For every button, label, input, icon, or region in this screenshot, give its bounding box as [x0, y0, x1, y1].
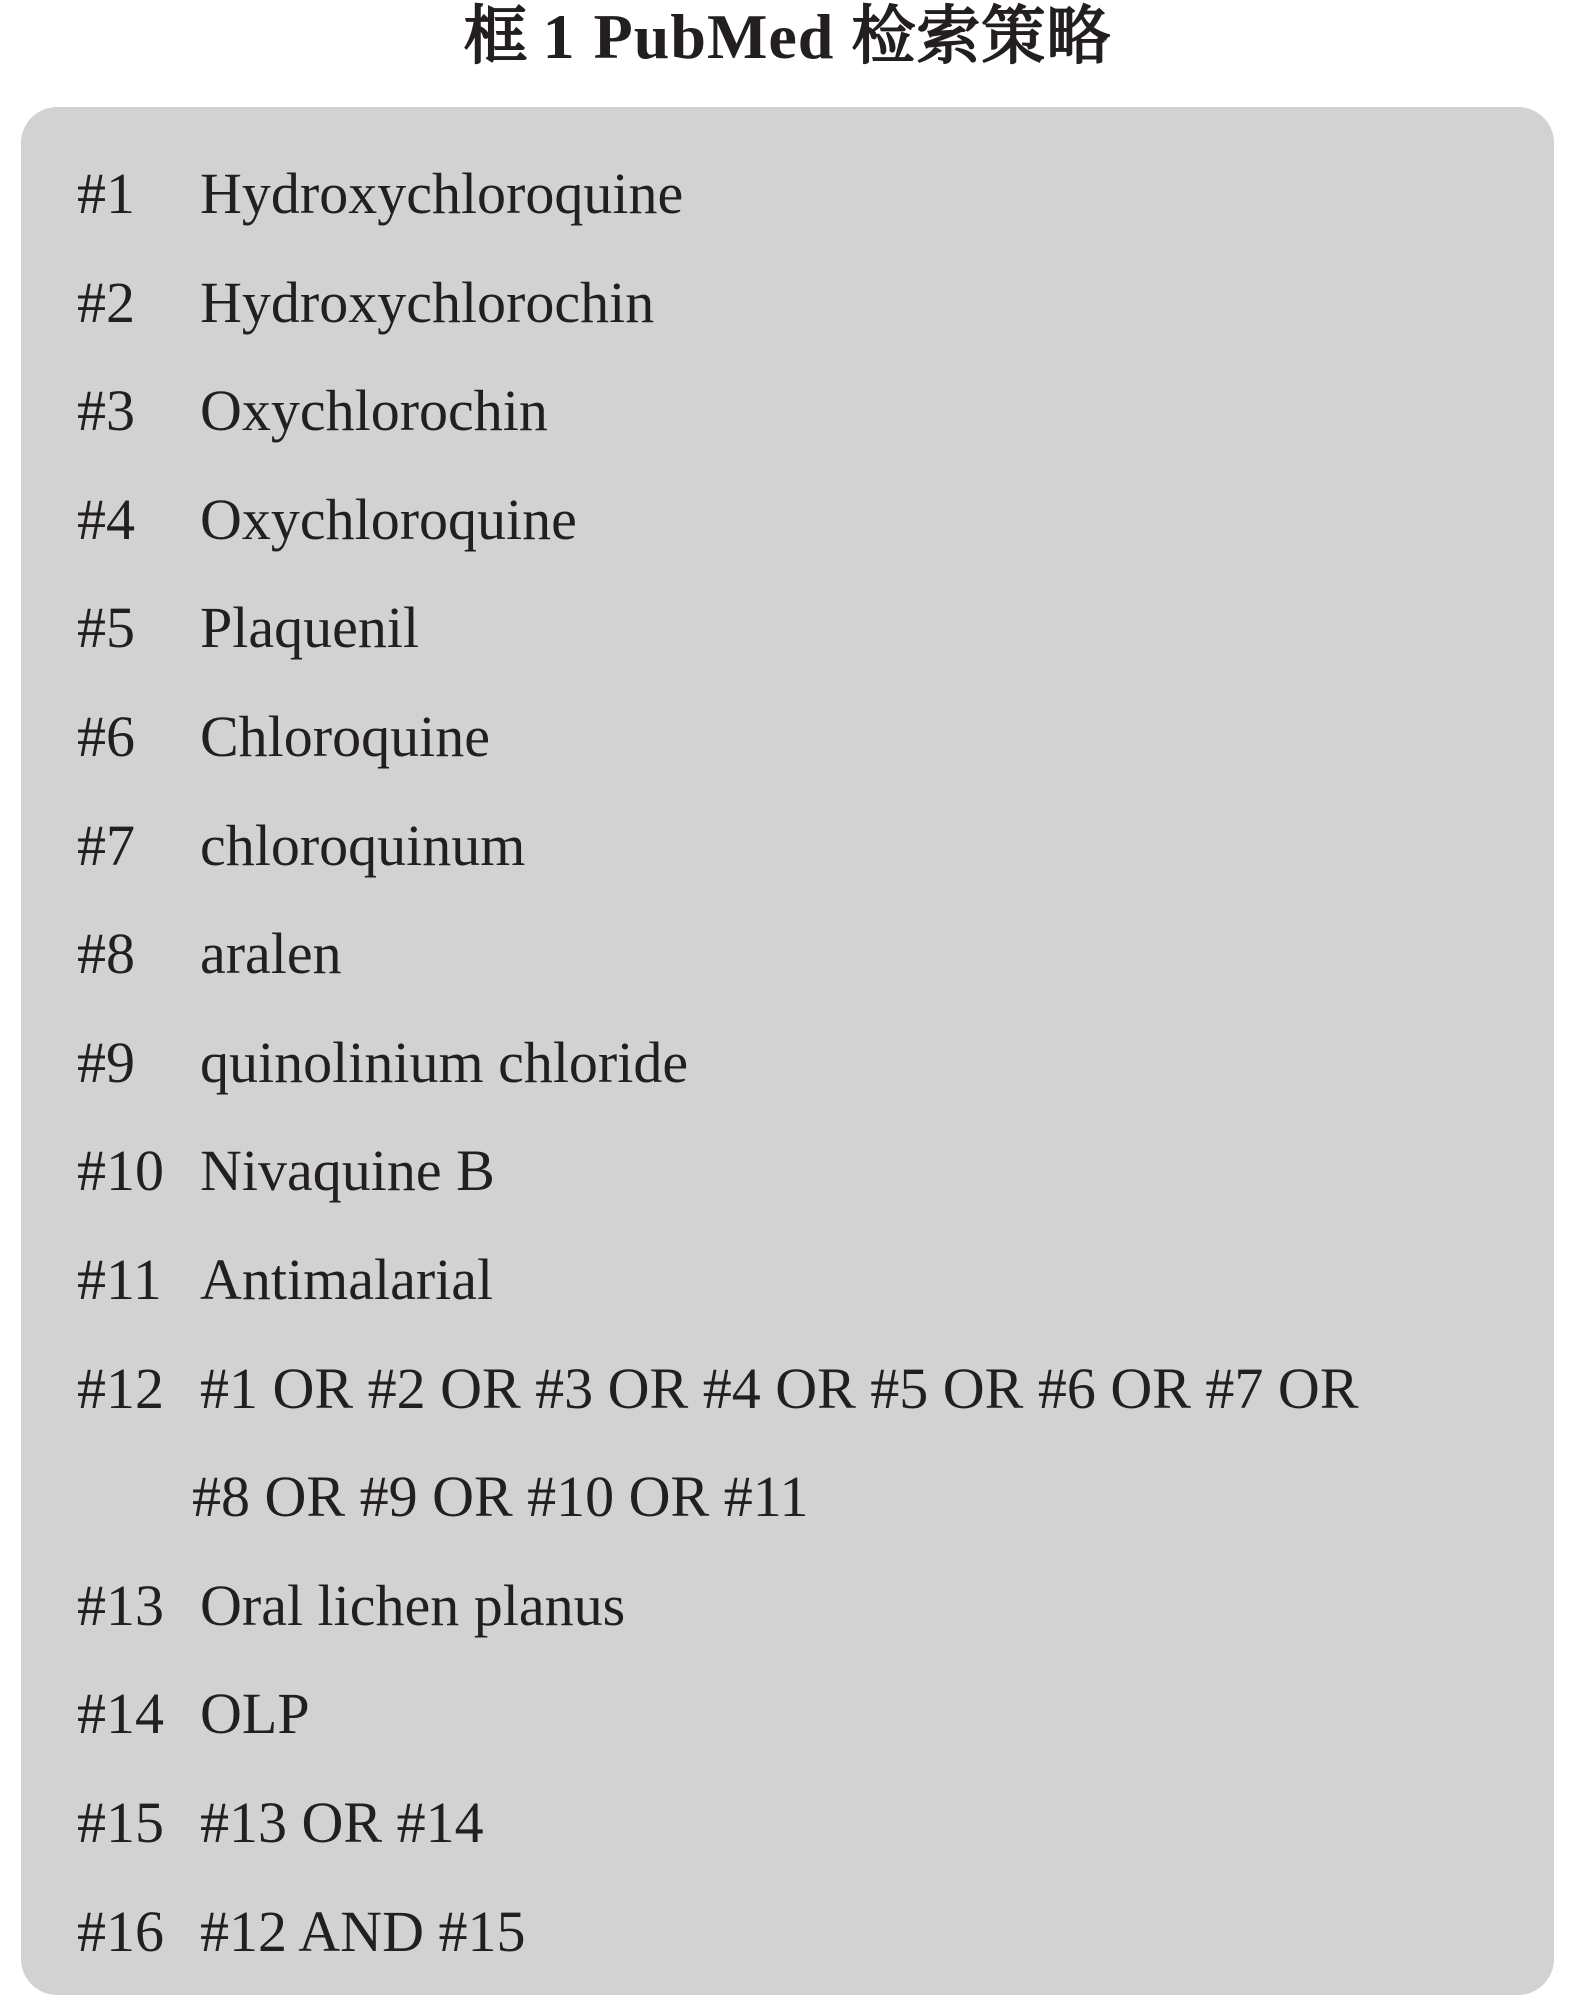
search-line-14: [77, 1660, 1514, 1769]
search-line-4: [77, 466, 1514, 575]
search-line-term: quinolinium chloride: [200, 1029, 689, 1095]
search-line-16: [77, 1878, 1514, 1987]
search-line-11: [77, 1226, 1514, 1335]
search-line-term: Oxychlorochin: [200, 378, 548, 444]
search-line-8: [77, 900, 1514, 1009]
search-line-term: Hydroxychloroquine: [200, 161, 684, 226]
search-line-label: #10: [77, 1138, 164, 1204]
search-line-term: Hydroxychlorochin: [200, 269, 655, 335]
search-line-term: OLP: [200, 1681, 310, 1747]
search-line-15: [77, 1769, 1514, 1878]
search-line-label: #5: [77, 595, 135, 661]
search-line-label: [77, 1443, 200, 1552]
search-line-label: #3: [77, 378, 135, 444]
search-line-term: #12 AND #15: [200, 1898, 526, 1964]
search-line-6: [77, 683, 1514, 792]
search-line-term: #1 OR #2 OR #3 OR #4 OR #5 OR #6 OR #7 OR: [200, 1355, 1359, 1421]
search-line-term: Oral lichen planus: [200, 1572, 626, 1638]
box-title-name: PubMed 检索策略: [593, 1, 1112, 72]
search-line-label: #9: [77, 1029, 135, 1095]
search-line-label: #12: [77, 1355, 164, 1421]
search-line-12: [77, 1335, 1514, 1444]
search-line-label: #15: [77, 1789, 164, 1855]
search-line-term: #8 OR #9 OR #10 OR #11: [192, 1464, 809, 1530]
search-line-3: [77, 357, 1514, 466]
search-line-term: chloroquinum: [200, 812, 526, 878]
search-line-term: Plaquenil: [200, 595, 420, 661]
search-line-term: Nivaquine B: [200, 1138, 495, 1204]
search-strategy-box: [21, 107, 1554, 1995]
search-line-9: [77, 1009, 1514, 1118]
search-line-label: #13: [77, 1572, 164, 1638]
search-line-2: [77, 249, 1514, 358]
search-line-12-continued: [77, 1443, 1514, 1552]
search-line-1: [77, 140, 1514, 249]
search-line-label: #14: [77, 1681, 164, 1747]
search-line-term: aralen: [200, 921, 342, 987]
box-title: [0, 0, 1575, 80]
search-line-7: [77, 792, 1514, 901]
search-line-label: #6: [77, 703, 135, 769]
search-line-term: Antimalarial: [200, 1246, 494, 1312]
search-line-label: #16: [77, 1898, 164, 1964]
search-line-13: [77, 1552, 1514, 1661]
search-line-term: Chloroquine: [200, 703, 490, 769]
search-line-term: Oxychloroquine: [200, 486, 577, 552]
search-strategy-list: [77, 140, 1514, 1986]
box-title-number: 1: [542, 1, 576, 72]
search-line-label: #11: [77, 1246, 162, 1312]
box-title-prefix: 框: [463, 1, 529, 72]
search-line-term: #13 OR #14: [200, 1789, 484, 1855]
search-line-label: #2: [77, 269, 135, 335]
search-line-5: [77, 574, 1514, 683]
search-line-label: #1: [77, 161, 135, 226]
search-line-label: #4: [77, 486, 135, 552]
search-line-10: [77, 1117, 1514, 1226]
search-line-label: #7: [77, 812, 135, 878]
search-line-label: #8: [77, 921, 135, 987]
